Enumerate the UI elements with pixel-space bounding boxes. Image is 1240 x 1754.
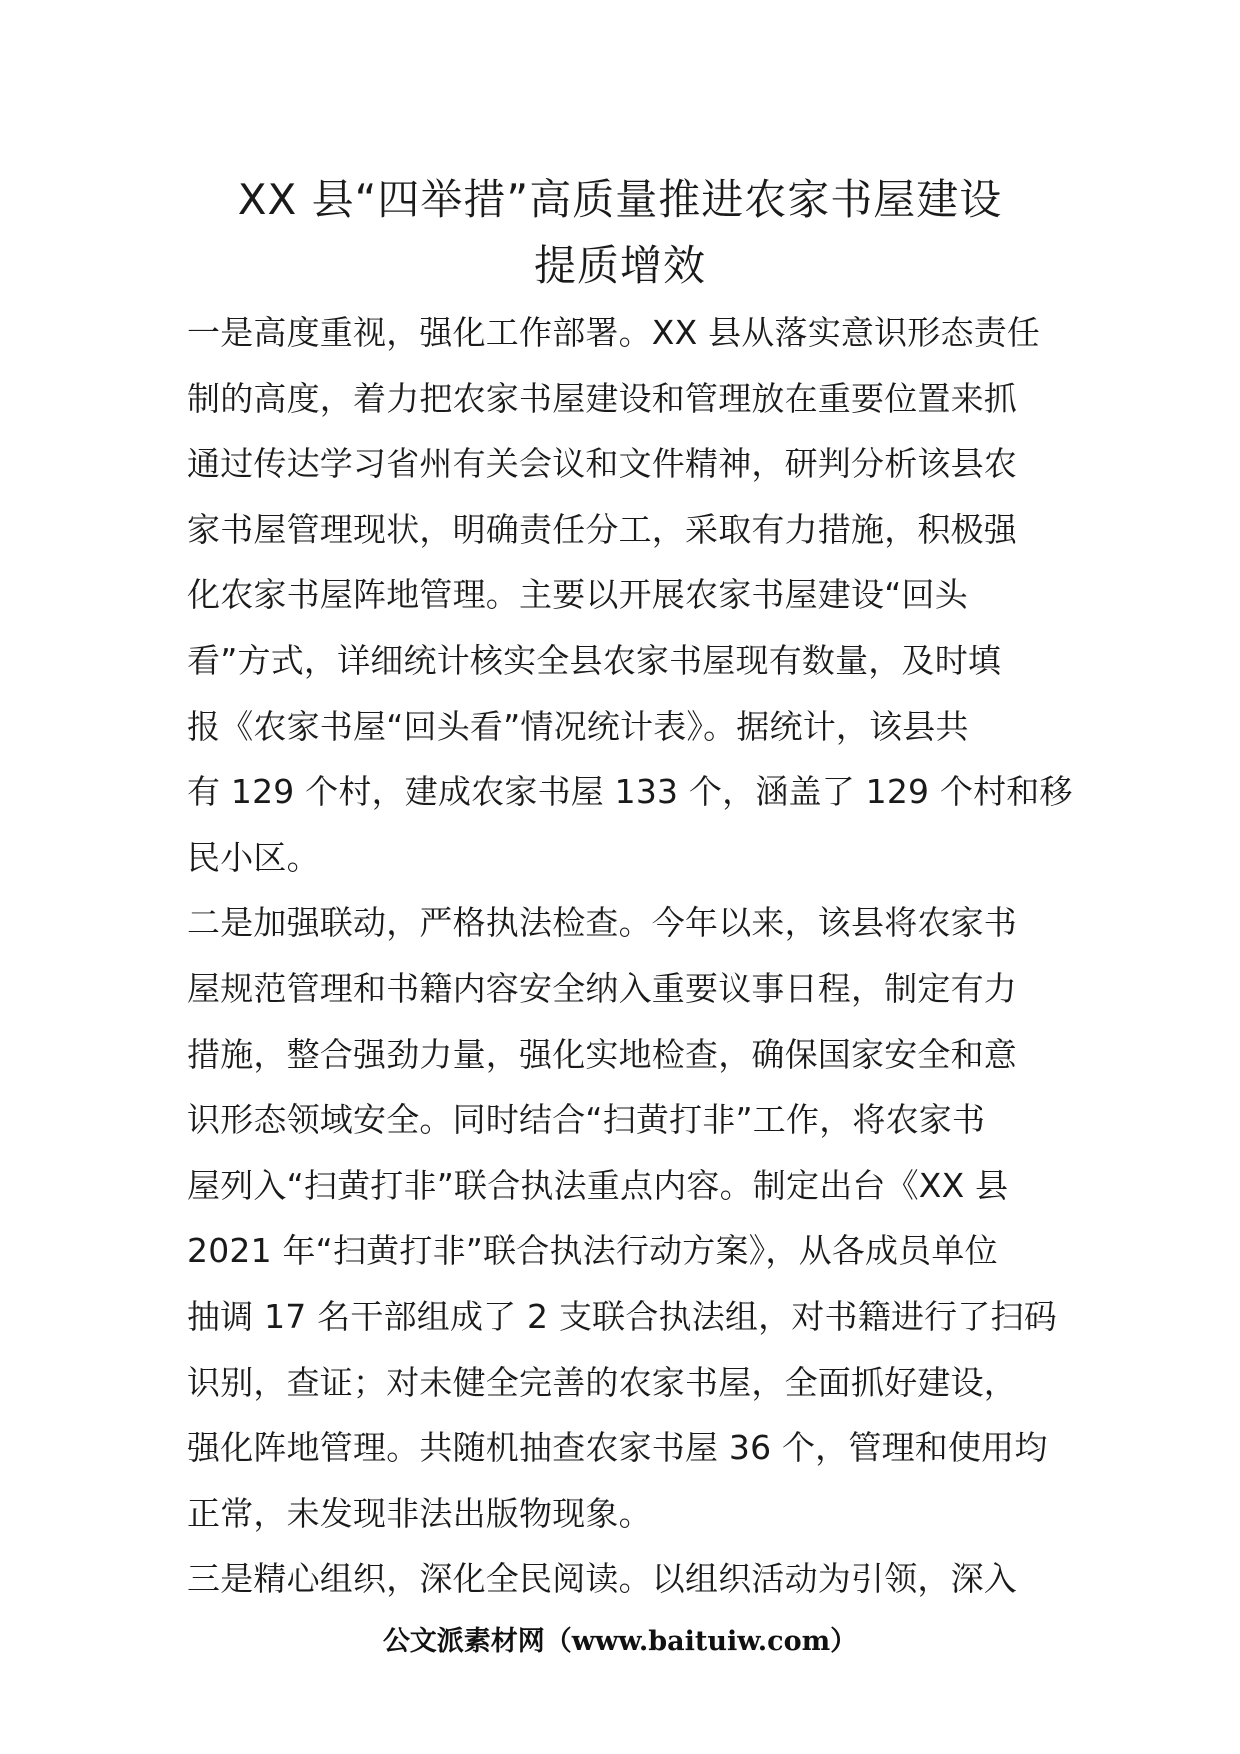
body-line: 民小区。 — [187, 837, 320, 877]
body-line: 有 129 个村，建成农家书屋 133 个，涵盖了 129 个村和移 — [187, 772, 1073, 812]
body-line: 措施，整合强劲力量，强化实地检查，确保国家安全和意 — [187, 1034, 1017, 1074]
body-line: 正常，未发现非法出版物现象。 — [187, 1493, 652, 1533]
body-line: 抽调 17 名干部组成了 2 支联合执法组，对书籍进行了扫码 — [187, 1296, 1057, 1336]
body-line: 屋列入“扫黄打非”联合执法重点内容。制定出台《XX 县 — [187, 1165, 1009, 1205]
body-line: 三是精心组织，深化全民阅读。以组织活动为引领，深入 — [187, 1559, 1017, 1599]
body-line: 屋规范管理和书籍内容安全纳入重要议事日程，制定有力 — [187, 968, 1017, 1008]
body-line: 强化阵地管理。共随机抽查农家书屋 36 个，管理和使用均 — [187, 1428, 1048, 1468]
body-line: 识形态领域安全。同时结合“扫黄打非”工作，将农家书 — [187, 1100, 986, 1140]
footer-watermark: 公文派素材网（www.baituiw.com） — [382, 1626, 858, 1657]
body-line: 制的高度，着力把农家书屋建设和管理放在重要位置来抓 — [187, 378, 1017, 418]
body-line: 报《农家书屋“回头看”情况统计表》。据统计，该县共 — [187, 706, 969, 746]
body-line: 看”方式，详细统计核实全县农家书屋现有数量，及时填 — [187, 640, 1002, 680]
body-line: 化农家书屋阵地管理。主要以开展农家书屋建设“回头 — [187, 575, 968, 615]
body-line: 通过传达学习省州有关会议和文件精神，研判分析该县农 — [187, 444, 1017, 484]
document-body — [187, 300, 1073, 1612]
body-line: 2021 年“扫黄打非”联合执法行动方案》，从各成员单位 — [187, 1231, 998, 1271]
document-title-line-1: XX 县“四举措”高质量推进农家书屋建设 — [237, 175, 1003, 224]
body-line: 识别，查证；对未健全完善的农家书屋，全面抓好建设， — [187, 1362, 1017, 1402]
body-line: 一是高度重视，强化工作部署。XX 县从落实意识形态责任 — [187, 313, 1041, 352]
body-line: 二是加强联动，严格执法检查。今年以来，该县将农家书 — [187, 903, 1017, 943]
body-line: 家书屋管理现状，明确责任分工，采取有力措施，积极强 — [187, 509, 1017, 549]
document-title-line-2: 提质增效 — [533, 241, 706, 290]
